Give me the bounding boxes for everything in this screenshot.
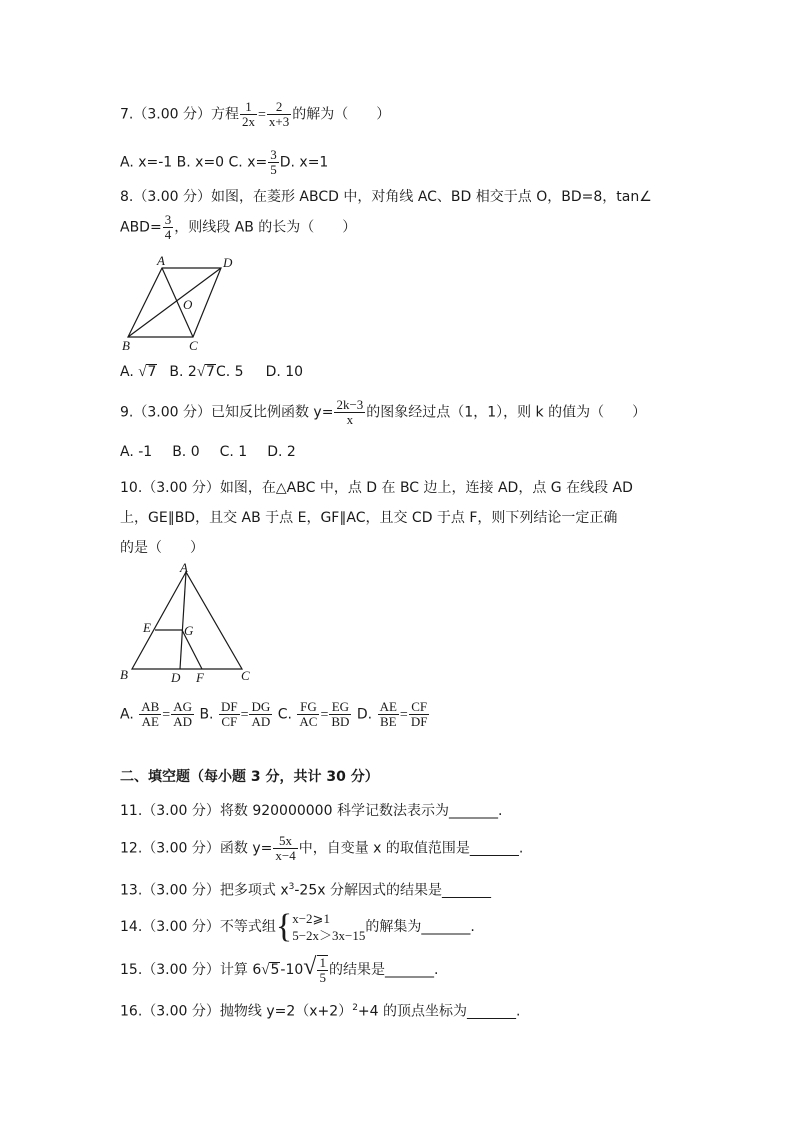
q7-options-text: A. x=-1 B. x=0 C. x=	[120, 154, 268, 171]
q8-options: A. √7 B. 2√7C. 5 D. 10	[120, 364, 304, 380]
q9-stem: 9.（3.00 分）已知反比例函数 y= $\frac{2k-3}{x}$ 的图象经过点（1，1），则 k 的值为（ ）	[120, 397, 647, 427]
q10-stem-line2: 上，GE∥BD，且交 AB 于点 E，GF∥AC，且交 CD 于点 F，则下列结论一定正确	[120, 510, 618, 526]
q10-stem-line1: 10.（3.00 分）如图，在△ABC 中，点 D 在 BC 边上，连接 AD，点 G 在线段 AD	[120, 480, 633, 496]
q7-options: A. x=-1 B. x=0 C. x= $\frac{3}{5}$ D. x=1	[120, 147, 329, 177]
q10-option-d-left: $\frac{AE}{BE}$	[379, 699, 397, 729]
q10-option-c-right: $\frac{EG}{BD}$	[331, 699, 350, 729]
q9-fraction: $\frac{2k-3}{x}$	[336, 397, 364, 427]
label-g: G	[184, 623, 194, 638]
label-b: B	[120, 667, 128, 682]
sqrt-icon: √	[261, 962, 270, 978]
label-e: E	[143, 620, 151, 635]
label-c: C	[189, 338, 198, 352]
q8-tan-fraction: $\frac{3}{4}$	[164, 212, 172, 242]
q12-fraction: $\frac{5x}{x-4}$	[275, 833, 296, 863]
segment-ad	[180, 572, 186, 669]
q7-stem: 7.（3.00 分）方程 $\frac{1}{2x}$ = $\frac{2}{x+3}$ 的解为（ ）	[120, 99, 391, 129]
q9-options: A. -1 B. 0 C. 1 D. 2	[120, 444, 296, 460]
q10-option-b-right: $\frac{DG}{AD}$	[251, 699, 271, 729]
label-a: A	[180, 562, 188, 575]
q10-option-c-left: $\frac{FG}{AC}$	[299, 699, 318, 729]
section-heading: 二、填空题（每小题 3 分，共计 30 分）	[120, 769, 379, 785]
q10-option-a-right: $\frac{AG}{AD}$	[173, 699, 192, 729]
q14: 14.（3.00 分）不等式组{ x−2⩾1 5−2x＞3x−15 的解集为_______.	[120, 908, 475, 945]
q15: 15.（3.00 分）计算 6√5-10√ $\frac{1}{5}$ 的结果是_______.	[120, 954, 439, 985]
q10-option-d-right: $\frac{CF}{DF}$	[410, 699, 428, 729]
sqrt-icon: √	[303, 954, 317, 980]
q7-fraction-1: $\frac{1}{2x}$	[241, 99, 255, 129]
q15-fraction: $\frac{1}{5}$	[319, 955, 326, 985]
q10-option-a-left: $\frac{AB}{AE}$	[141, 699, 160, 729]
q7-stem-text: 7.（3.00 分）方程	[120, 106, 239, 123]
brace-icon: {	[275, 908, 293, 945]
label-d: D	[223, 255, 233, 270]
q10-option-b-left: $\frac{DF}{CF}$	[220, 699, 238, 729]
q12: 12.（3.00 分）函数 y= $\frac{5x}{x-4}$ 中，自变量 x 的取值范围是_______.	[120, 833, 524, 863]
q13: 13.（3.00 分）把多项式 $x^3-25x$ 分解因式的结果是_______	[120, 882, 491, 899]
q8-stem-line2: ABD= $\frac{3}{4}$ ，则线段 AB 的长为（ ）	[120, 212, 357, 242]
sqrt-icon: √	[196, 364, 206, 380]
q11: 11.（3.00 分）将数 920000000 科学记数法表示为_______.	[120, 803, 503, 819]
label-d: D	[171, 670, 181, 685]
q10-triangle-figure	[114, 562, 259, 687]
q10-stem-line3: 的是（ ）	[120, 540, 204, 556]
q8-stem-line1: 8.（3.00 分）如图，在菱形 ABCD 中，对角线 AC、BD 相交于点 O，BD=8，tan∠	[120, 189, 652, 205]
label-o: O	[183, 297, 193, 312]
sqrt-icon: √	[138, 364, 147, 380]
label-a: A	[157, 253, 165, 268]
q10-options: A. $\frac{AB}{AE}$ = $\frac{AG}{AD}$ B. $\frac{DF}{CF}$ = $\frac{DG}{AD}$ C. $\frac{FG}{AC}$ = $\frac{EG}{BD}$ D. $\frac{AE}{BE}$ = $\frac{CF}{DF}$	[120, 699, 428, 729]
q7-fraction-2: $\frac{2}{x+3}$	[268, 99, 290, 129]
label-c: C	[241, 668, 250, 683]
label-b: B	[122, 338, 130, 352]
label-f: F	[196, 670, 204, 685]
q16: 16.（3.00 分）抛物线 $y=2(x+2)^2+4$ 的顶点坐标为_______.	[120, 1003, 521, 1020]
q8-rhombus-figure	[115, 252, 245, 352]
q14-inequality-system: x−2⩾1 5−2x＞3x−15	[292, 911, 366, 943]
q7-option-c-fraction: $\frac{3}{5}$	[270, 147, 277, 177]
